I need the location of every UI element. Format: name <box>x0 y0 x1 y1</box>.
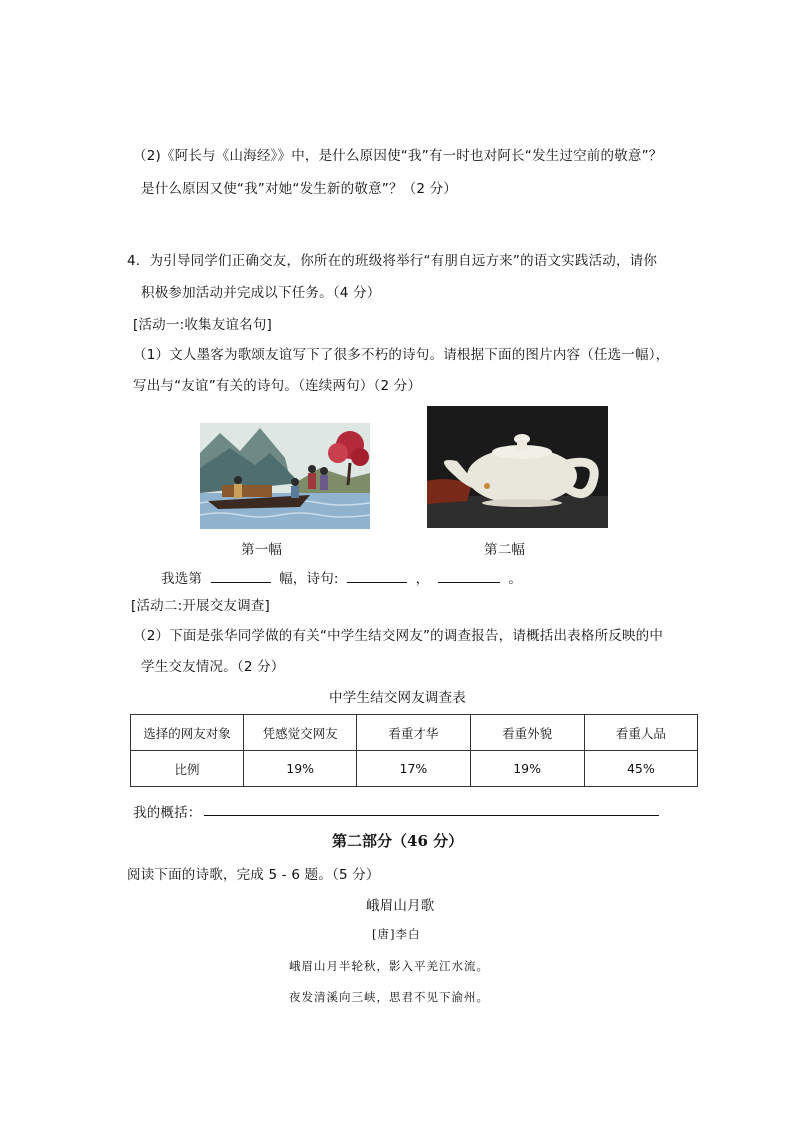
q4-line1: 4．为引导同学们正确交友，你所在的班级将举行“有朋自远方来”的语文实践活动，请你 <box>127 253 658 269</box>
table-cell: 19% <box>470 751 584 787</box>
table-cell: 比例 <box>131 751 244 787</box>
poem-author: [唐]李白 <box>372 927 421 941</box>
poem-line2: 夜发清溪向三峡，思君不见下渝州。 <box>289 990 489 1004</box>
q4-sub2-line2: 学生交友情况。（2 分） <box>141 659 285 675</box>
poem-line1-blank[interactable] <box>347 568 407 583</box>
part2-title: 第二部分（46 分） <box>332 832 464 850</box>
q3-2-line1: （2)《阿长与《山海经》》中，是什么原因使“我”有一时也对阿长“发生过空前的敬意”？ <box>133 148 663 164</box>
table-header-cell: 看重外貌 <box>470 715 584 751</box>
activity1-heading: [活动一:收集友谊名句] <box>133 317 272 333</box>
answer-prefix: 我选第 <box>161 571 203 587</box>
poem-title: 峨眉山月歌 <box>366 898 435 914</box>
table-header-cell: 凭感觉交网友 <box>244 715 357 751</box>
summary-label: 我的概括： <box>133 805 202 821</box>
table-header-cell: 看重才华 <box>357 715 470 751</box>
table-cell: 19% <box>244 751 357 787</box>
image2-caption: 第二幅 <box>484 542 526 558</box>
poem-line2-blank[interactable] <box>438 568 500 583</box>
q4-sub2-line1: （2）下面是张华同学做的有关“中学生结交网友”的调查报告，请概括出表格所反映的中 <box>133 628 664 644</box>
table-row <box>131 751 698 787</box>
q4-sub1-line2: 写出与“友谊”有关的诗句。（连续两句）（2 分） <box>133 378 422 394</box>
answer-line <box>161 567 522 587</box>
answer-comma: ， <box>415 571 430 587</box>
survey-table <box>130 714 698 787</box>
table-header-row <box>131 715 698 751</box>
boat-farewell-painting <box>200 423 370 529</box>
table-title: 中学生结交网友调查表 <box>329 690 466 706</box>
jade-teapot-photo <box>427 406 608 528</box>
q4-sub1-line1: （1）文人墨客为歌颂友谊写下了很多不朽的诗句。请根据下面的图片内容（任选一幅）， <box>133 347 670 363</box>
activity2-heading: [活动二:开展交友调查] <box>131 598 270 614</box>
part2-instruction: 阅读下面的诗歌，完成 5 - 6 题。（5 分） <box>127 867 380 883</box>
table-cell: 45% <box>584 751 697 787</box>
image-choice-blank[interactable] <box>211 568 271 583</box>
summary-answer-blank[interactable] <box>204 815 659 816</box>
table-header-cell: 选择的网友对象 <box>131 715 244 751</box>
table-header-cell: 看重人品 <box>584 715 697 751</box>
q3-2-line2: 是什么原因又使“我”对她“发生新的敬意”？（2 分） <box>141 181 458 197</box>
answer-end: 。 <box>508 571 523 587</box>
table-cell: 17% <box>357 751 470 787</box>
image1-caption: 第一幅 <box>241 542 283 558</box>
poem-line1: 峨眉山月半轮秋，影入平羌江水流。 <box>289 959 489 973</box>
answer-mid: 幅，诗句: <box>279 571 339 587</box>
q4-line2: 积极参加活动并完成以下任务。（4 分） <box>141 285 381 301</box>
